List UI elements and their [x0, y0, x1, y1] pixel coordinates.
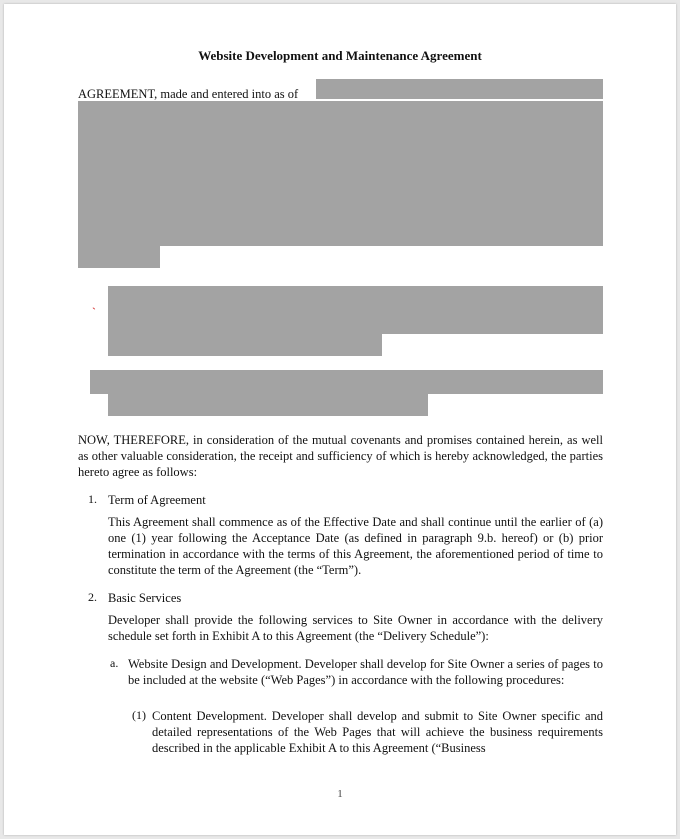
section-1-body: This Agreement shall commence as of the Effective Date and shall continue until the earlier of (a) one (1) year following the Acceptance Date (as defined in paragraph 9.b. hereof) or (b) prior termination in accordance with the terms of this Agreement, the aforementioned period of time to constitute the term of the Agreement (the “Term”).	[108, 515, 603, 577]
document-page	[4, 4, 676, 835]
redacted-block	[78, 101, 603, 246]
section-1-heading: Term of Agreement	[108, 493, 206, 507]
redacted-block	[316, 79, 603, 99]
section-2-heading: Basic Services	[108, 591, 182, 605]
redacted-block	[108, 334, 382, 356]
document-title: Website Development and Maintenance Agreement	[198, 48, 482, 63]
intro-prefix: AGREEMENT, made and entered into as of	[78, 87, 299, 101]
section-2-body: Developer shall provide the following services to Site Owner in accordance with the delivery schedule set forth in Exhibit A to this Agreement (the “Delivery Schedule”):	[108, 613, 603, 643]
section-2-number: 2.	[88, 590, 97, 604]
section-1-number: 1.	[88, 492, 97, 506]
section-2a-label: a.	[110, 656, 119, 670]
page-number: 1	[337, 788, 343, 800]
section-2a1-label: (1)	[132, 708, 146, 722]
redacted-block	[108, 286, 603, 334]
now-therefore-paragraph: NOW, THEREFORE, in consideration of the mutual covenants and promises contained herein, as well as other valuable consideration, the receipt and sufficiency of which is hereby acknowledged, the parties hereto agree as follows:	[78, 433, 603, 479]
section-2a1-body: Content Development. Developer shall develop and submit to Site Owner specific and detailed representations of the Web Pages that will achieve the business requirements described in the applicable Exhibit A to this Agreement (“Business	[152, 709, 603, 755]
section-2a-body: Website Design and Development. Developer shall develop for Site Owner a series of pages to be included at the website (“Web Pages”) in accordance with the following procedures:	[128, 657, 603, 687]
redacted-block	[108, 394, 428, 416]
red-cursor-mark: ˎ	[92, 296, 96, 310]
redacted-block	[90, 370, 603, 394]
redacted-block	[78, 246, 160, 268]
